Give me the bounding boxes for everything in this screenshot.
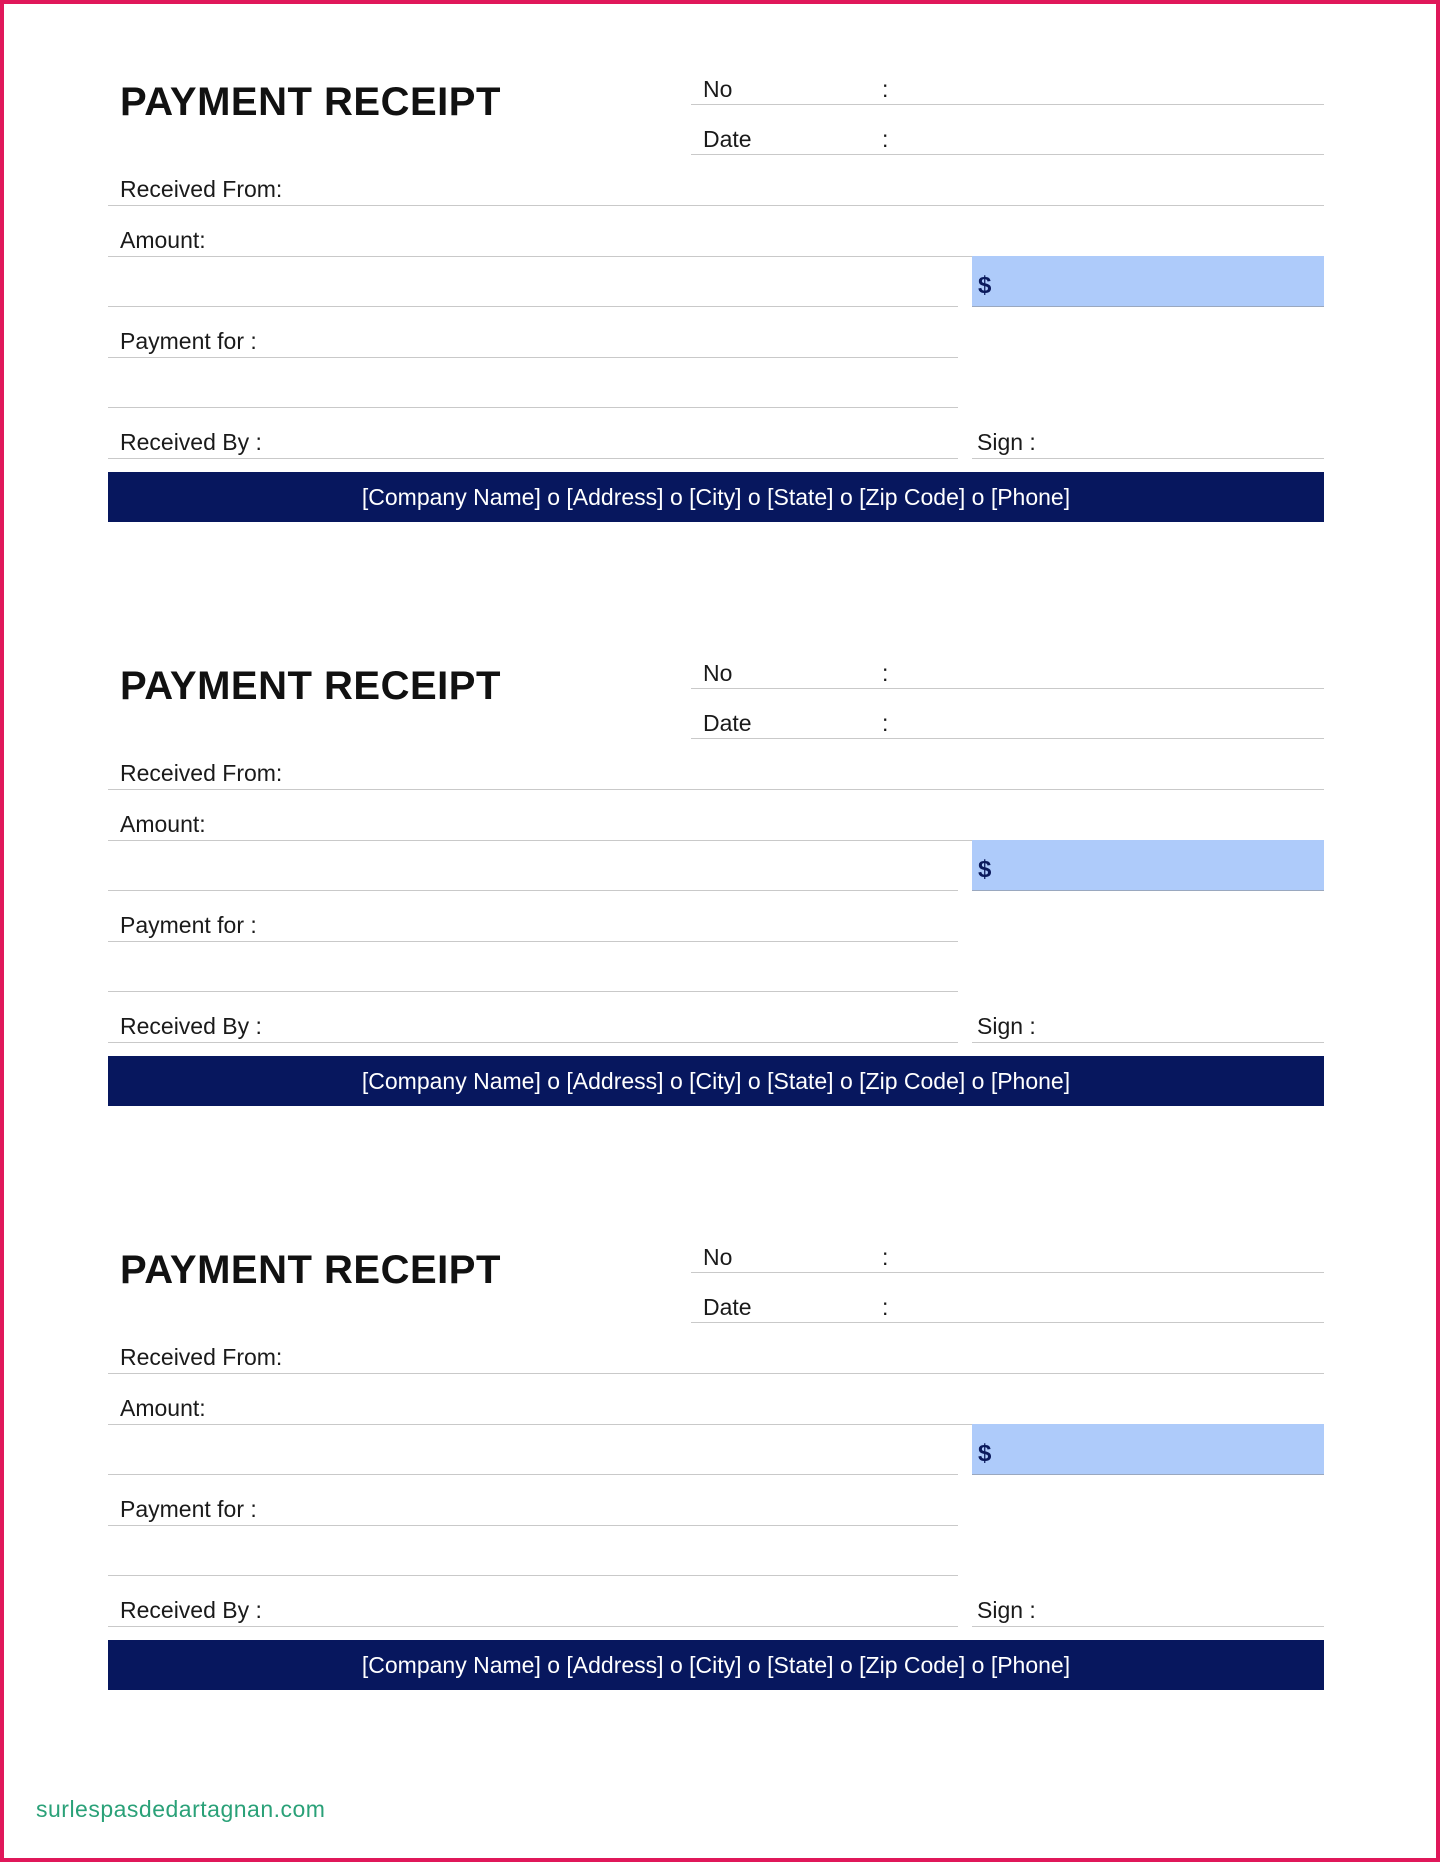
- amount-label: Amount:: [120, 1395, 206, 1421]
- date-field[interactable]: [691, 738, 1324, 739]
- sign-field[interactable]: [972, 1042, 1324, 1043]
- site-watermark: surlespasdedartagnan.com: [36, 1796, 326, 1822]
- receipt-title: PAYMENT RECEIPT: [120, 664, 501, 708]
- no-colon: :: [882, 660, 889, 686]
- received-by-field[interactable]: [108, 458, 958, 459]
- payment-for-label: Payment for :: [120, 1496, 257, 1522]
- payment-receipt: [0, 1228, 1440, 1698]
- receipt-title: PAYMENT RECEIPT: [120, 80, 501, 124]
- payment-receipt: [0, 60, 1440, 530]
- date-label: Date: [703, 710, 752, 736]
- date-colon: :: [882, 1294, 889, 1320]
- company-footer-bar: [108, 472, 1324, 522]
- no-field[interactable]: [691, 1272, 1324, 1273]
- amount-words-field[interactable]: [108, 890, 958, 891]
- no-field[interactable]: [691, 104, 1324, 105]
- no-field[interactable]: [691, 688, 1324, 689]
- company-footer-bar: [108, 1056, 1324, 1106]
- amount-value-box[interactable]: [972, 1424, 1324, 1475]
- payment-for-field[interactable]: [108, 941, 958, 942]
- date-colon: :: [882, 710, 889, 736]
- amount-value-box[interactable]: [972, 256, 1324, 307]
- received-from-label: Received From:: [120, 176, 283, 202]
- no-label: No: [703, 660, 733, 686]
- payment-for-field[interactable]: [108, 357, 958, 358]
- received-by-label: Received By :: [120, 1013, 262, 1039]
- company-footer-text: [Company Name] o [Address] o [City] o [State] o [Zip Code] o [Phone]: [361, 1067, 1071, 1094]
- received-from-field[interactable]: [108, 789, 1324, 790]
- no-label: No: [703, 76, 733, 102]
- received-from-field[interactable]: [108, 205, 1324, 206]
- payment-for-label: Payment for :: [120, 912, 257, 938]
- amount-value-box[interactable]: [972, 840, 1324, 891]
- payment-for-field-line2[interactable]: [108, 1575, 958, 1576]
- sign-field[interactable]: [972, 458, 1324, 459]
- date-label: Date: [703, 1294, 752, 1320]
- received-by-field[interactable]: [108, 1042, 958, 1043]
- receipt-title: PAYMENT RECEIPT: [120, 1248, 501, 1292]
- date-label: Date: [703, 126, 752, 152]
- company-footer-bar: [108, 1640, 1324, 1690]
- dollar-sign: $: [978, 272, 992, 299]
- sign-label: Sign :: [977, 1597, 1036, 1623]
- date-field[interactable]: [691, 1322, 1324, 1323]
- sign-field[interactable]: [972, 1626, 1324, 1627]
- dollar-sign: $: [978, 1440, 992, 1467]
- sign-label: Sign :: [977, 429, 1036, 455]
- payment-for-field-line2[interactable]: [108, 407, 958, 408]
- no-label: No: [703, 1244, 733, 1270]
- date-colon: :: [882, 126, 889, 152]
- company-footer-text: [Company Name] o [Address] o [City] o [State] o [Zip Code] o [Phone]: [361, 483, 1071, 510]
- date-field[interactable]: [691, 154, 1324, 155]
- received-from-field[interactable]: [108, 1373, 1324, 1374]
- payment-for-field-line2[interactable]: [108, 991, 958, 992]
- payment-for-field[interactable]: [108, 1525, 958, 1526]
- amount-words-field[interactable]: [108, 306, 958, 307]
- payment-for-label: Payment for :: [120, 328, 257, 354]
- sign-label: Sign :: [977, 1013, 1036, 1039]
- received-by-label: Received By :: [120, 1597, 262, 1623]
- amount-label: Amount:: [120, 227, 206, 253]
- amount-label: Amount:: [120, 811, 206, 837]
- dollar-sign: $: [978, 856, 992, 883]
- received-by-field[interactable]: [108, 1626, 958, 1627]
- company-footer-text: [Company Name] o [Address] o [City] o [State] o [Zip Code] o [Phone]: [361, 1651, 1071, 1678]
- received-from-label: Received From:: [120, 760, 283, 786]
- payment-receipt: [0, 644, 1440, 1114]
- received-by-label: Received By :: [120, 429, 262, 455]
- received-from-label: Received From:: [120, 1344, 283, 1370]
- no-colon: :: [882, 76, 889, 102]
- amount-words-field[interactable]: [108, 1474, 958, 1475]
- no-colon: :: [882, 1244, 889, 1270]
